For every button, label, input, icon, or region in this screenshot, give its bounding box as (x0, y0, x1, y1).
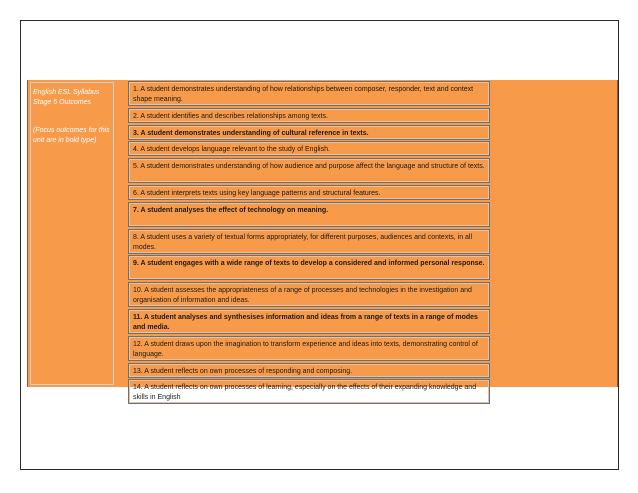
outcome-row-3: 3. A student demonstrates understanding of cultural reference in texts. (128, 125, 490, 140)
outcome-row-9: 9. A student engages with a wide range of texts to develop a considered and informed personal response. (128, 255, 490, 280)
outcome-row-14: 14. A student reflects on own processes of learning, especially on the effects of their expanding knowledge and skills in English (128, 379, 490, 404)
outcome-row-8: 8. A student uses a variety of textual forms appropriately, for different purposes, audiences and contexts, in all modes. (128, 229, 490, 254)
focus-note: (Focus outcomes for this unit are in bold type) (33, 127, 110, 144)
band-left-edge (27, 80, 28, 387)
outcome-row-1: 1. A student demonstrates understanding of how relationships between composer, responder, text and context shape meaning. (128, 81, 490, 106)
outcome-row-7: 7. A student analyses the effect of technology on meaning. (128, 202, 490, 227)
outcome-row-12: 12. A student draws upon the imagination to transform experience and ideas into texts, demonstrating control of language. (128, 336, 490, 361)
outcome-row-5: 5. A student demonstrates understanding of how audience and purpose affect the language and structure of texts. (128, 158, 490, 183)
outcome-row-4: 4. A student develops language relevant to the study of English. (128, 141, 490, 156)
band-right-edge (617, 80, 618, 387)
syllabus-title: English ESL Syllabus Stage 5 Outcomes (33, 89, 100, 106)
outcome-row-10: 10. A student assesses the appropriateness of a range of processes and technologies in the investigation and organisation of information and ideas. (128, 282, 490, 307)
outcome-row-6: 6. A student interprets texts using key language patterns and structural features. (128, 185, 490, 200)
outcome-row-2: 2. A student identifies and describes relationships among texts. (128, 108, 490, 123)
outcome-row-13: 13. A student reflects on own processes of responding and composing. (128, 363, 490, 378)
outcome-row-11: 11. A student analyses and synthesises information and ideas from a range of texts in a range of modes and media. (128, 309, 490, 334)
outcomes-list (128, 81, 490, 406)
